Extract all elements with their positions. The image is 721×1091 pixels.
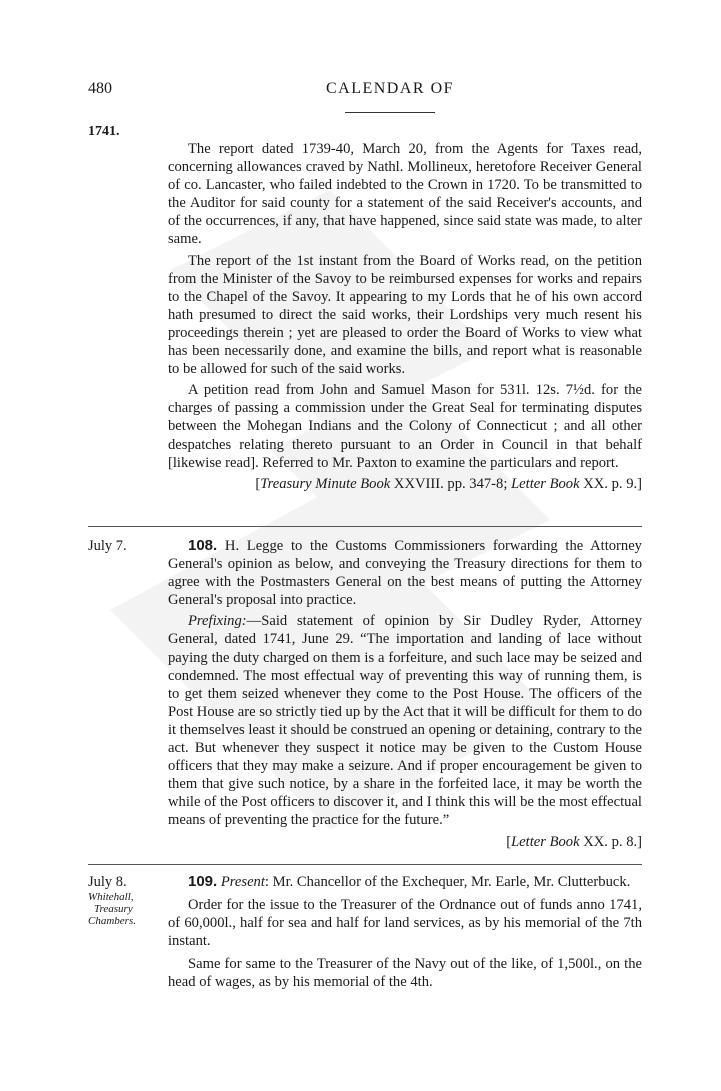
ref-letter-pages: XX. p. 9.] xyxy=(583,475,642,492)
section-divider xyxy=(88,864,642,865)
paragraph-board-of-works: The report of the 1st instant from the Board of Works read, on the petition from the Minister of the Savoy to be reimbursed expenses for works and repairs to the Chapel of the Savoy. It appearing to my Lords that he of his own accord hath presumed to direct the said works, their Lordships very much resent his proceedings therein ; yet are pleased to order the Board of Works to view what has been necessarily done, and examine the bills, and report what is reasonable to be allowed for such of the said works. xyxy=(168,252,642,378)
ref-book-pages: XXVIII. pp. 347-8; xyxy=(393,475,508,492)
section-divider xyxy=(88,526,642,527)
paragraph-present: 109. Present: Mr. Chancellor of the Exchequer, Mr. Earle, Mr. Clutterbuck. xyxy=(188,873,631,890)
paragraph-agents-for-taxes: The report dated 1739-40, March 20, from the Agents for Taxes read, concerning allowances craved by Nathl. Mollineux, heretofore Receiver General of co. Lancaster, who failed indebted to the Crown in 1720. To be transmitted to the Auditor for said county for a statement of the said Receiver's accounts, and of the occurrences, if any, that have happened, since said state was made, to alter same. xyxy=(168,141,642,248)
ref-book-title: Treasury Minute Book xyxy=(260,475,391,492)
entry-date: July 8. xyxy=(88,874,127,890)
header-rule xyxy=(345,112,435,113)
place-line-1: Whitehall, xyxy=(88,891,134,903)
ref-letter-pages: XX. p. 8.] xyxy=(583,833,642,850)
year-margin-label: 1741. xyxy=(88,124,120,139)
paragraph-legge-letter: 108. H. Legge to the Customs Commissioners forwarding the Attorney General's opinion as below, and conveying the Treasury directions for them to agree with the Postmasters General on the best means of putting the Attorney General's proposal into practice. xyxy=(168,537,642,609)
paragraph-prefixing-opinion: Prefixing:—Said statement of opinion by Sir Dudley Ryder, Attorney General, dated 1741, June 29. “The importation and landing of lace without paying the duty charged on them is a forfeiture, and such lace may be seized and condemned. The most effectual way of preventing this way of running them, is to get them seized whenever they come to the Post House. The officers of the Post House are so strictly tied up by the Act that it will be difficult for them to do it themselves least it should be construed an opening or detaining, contrary to the act. But whenever they suspect it notice may be given to the Custom House officers that they may make a seizure. And if proper encouragement be given to them that give such notice, by a share in the forfeited lace, it may be worth the while of the Post officers to discover it, and I think this will be the most effectual means of preventing the practice for the future.” xyxy=(168,613,642,829)
ref-letter-book: Letter Book xyxy=(511,833,580,850)
place-line-3: Chambers. xyxy=(88,915,136,927)
paragraph-navy-order: Same for same to the Treasurer of the Navy out of the like, of 1,500l., on the head of wages, as by his memorial of the 4th. xyxy=(168,956,642,991)
source-reference: [Letter Book XX. p. 8.] xyxy=(506,833,642,850)
paragraph-ordnance-order: Order for the issue to the Treasurer of the Ordnance out of funds anno 1741, of 60,000l., half for sea and half for land services, as by his memorial of the 7th instant. xyxy=(168,897,642,950)
page-number: 480 xyxy=(88,80,112,97)
entry-number: 108. xyxy=(188,537,218,554)
entry-108 xyxy=(168,537,642,851)
present-label: Present xyxy=(220,874,265,890)
entry-date: July 7. xyxy=(88,538,127,554)
entry-number: 109. xyxy=(188,873,218,890)
paragraph-mason-petition: A petition read from John and Samuel Mason for 531l. 12s. 7½d. for the charges of passing a commission under the Great Seal for terminating disputes between the Mohegan Indians and the Colony of Connecticut ; and all other despatches relating thereto pursuant to an Order in Council in that behalf [likewise read]. Referred to Mr. Paxton to examine the particulars and report. xyxy=(168,382,642,471)
source-reference: [Treasury Minute Book XXVIII. pp. 347-8; Letter Book XX. p. 9.] xyxy=(255,475,642,492)
prefixing-label: Prefixing: xyxy=(188,613,247,630)
place-line-2: Treasury xyxy=(94,903,133,915)
entry-109 xyxy=(168,873,642,992)
running-title: CALENDAR OF xyxy=(325,80,455,97)
entry-continued xyxy=(168,140,642,493)
ref-letter-book: Letter Book xyxy=(511,475,580,492)
